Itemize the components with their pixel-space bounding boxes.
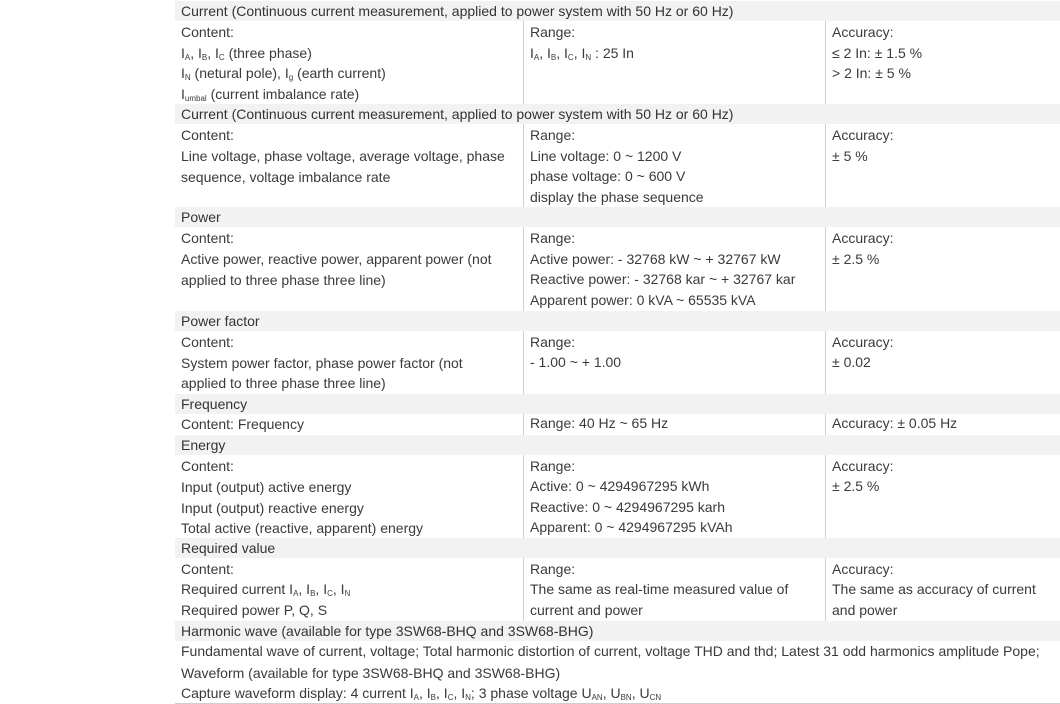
section-body-required [0,558,1060,621]
content-cell [175,331,523,394]
accuracy-line: > 2 In: ± 5 % [832,65,911,81]
accuracy-cell [825,21,1060,104]
subscript: N [184,73,191,82]
accuracy-line: ≤ 2 In: ± 1.5 % [832,45,923,61]
range-line: The same as real-time measured value of [530,581,789,597]
subscript: N [465,693,471,702]
range-line: display the phase sequence [530,189,704,205]
content-line: sequence, voltage imbalance rate [181,169,391,185]
subscript: C [567,53,574,62]
accuracy-line: ± 0.02 [832,354,871,370]
section-title: Power [181,209,221,225]
accuracy-line: ± 5 % [832,148,868,164]
content-line: Input (output) active energy [181,479,352,495]
content-line: Input (output) reactive energy [181,500,364,516]
content-line: Capture waveform display: 4 current $I_A$, $I_B$, $I_C$, $I_N$; 3 phase voltage $U_{AN}$, $U_{BN}$, $U_{CN}$ [181,685,662,702]
range-line: Active power: - 32768 kW ~ + 32767 kW [530,251,781,267]
section-body-power [0,227,1060,311]
content-line: applied to three phase three line) [181,272,386,288]
section-body-waveform [0,683,1060,704]
subscript: umbal [184,94,207,103]
subscript: A [293,589,299,598]
range-line: Reactive: 0 ~ 4294967295 karh [530,499,725,515]
content-line: $I_N$ (netural pole), $I_g$ (earth current) [181,65,386,82]
range-label: Range: [530,561,576,577]
content-label: Content: [181,230,234,246]
range-line: Range: 40 Hz ~ 65 Hz [530,415,669,431]
section-header-power-factor [175,311,1060,331]
content-cell [175,455,523,538]
range-line: Apparent power: 0 kVA ~ 65535 kVA [530,292,756,308]
content-cell [175,227,523,311]
accuracy-label: Accuracy: [832,458,894,474]
subscript: A [184,53,191,62]
range-label: Range: [530,230,576,246]
content-cell [175,124,523,207]
range-cell [523,227,826,311]
section-title: Harmonic wave (available for type 3SW68-BHQ and 3SW68-BHG) [181,623,594,639]
content-line: Active power, reactive power, apparent power (not [181,251,492,267]
section-header-power [175,207,1060,227]
accuracy-cell [825,455,1060,538]
subscript: AN [591,693,603,702]
section-header-current [175,1,1060,21]
section-title: Current (Continuous current measurement, applied to power system with 50 Hz or 60 Hz) [181,106,734,122]
accuracy-cell [825,558,1060,621]
subscript: B [430,693,437,702]
range-cell [523,124,826,207]
range-cell [523,455,826,538]
section-header-required [175,538,1060,558]
content-label: Content: [181,458,234,474]
section-header-voltage [175,104,1060,124]
subscript: B [201,53,208,62]
subscript: B [310,589,316,598]
content-line: Required current $I_A$, $I_B$, $I_C$, $I_N$ [181,581,351,598]
range-line: Active: 0 ~ 4294967295 kWh [530,478,710,494]
section-body-harmonic [0,641,1060,662]
content-line: System power factor, phase power factor (not [181,355,463,371]
accuracy-line: Accuracy: ± 0.05 Hz [832,415,958,431]
range-label: Range: [530,334,576,350]
range-line: $I_A$, $I_B$, $I_C$, $I_N$ : 25 In [530,45,634,62]
range-cell [523,414,826,435]
section-title: Current (Continuous current measurement, applied to power system with 50 Hz or 60 Hz) [181,3,734,19]
content-line: Total active (reactive, apparent) energy [181,520,424,536]
content-label: Content: [181,561,234,577]
content-line: Required power P, Q, S [181,602,328,618]
subscript: g [288,73,294,82]
content-line: applied to three phase three line) [181,375,386,391]
subscript: N [585,53,592,62]
accuracy-label: Accuracy: [832,230,894,246]
accuracy-label: Accuracy: [832,127,894,143]
content-line: $I_A$, $I_B$, $I_C$ (three phase) [181,45,312,62]
section-title: Frequency [181,396,248,412]
accuracy-cell [825,414,1060,435]
range-label: Range: [530,458,576,474]
content-line: Line voltage, phase voltage, average voltage, phase [181,148,505,164]
accuracy-label: Accuracy: [832,334,894,350]
subscript: B [550,53,557,62]
section-title: Energy [181,437,226,453]
range-line: - 1.00 ~ + 1.00 [530,354,622,370]
accuracy-line: ± 2.5 % [832,478,880,494]
subscript: BN [620,693,632,702]
section-header-waveform [0,662,1060,683]
section-title: Waveform (available for type 3SW68-BHQ and 3SW68-BHG) [181,665,561,681]
accuracy-line: ± 2.5 % [832,251,880,267]
content-label: Content: [181,24,234,40]
content-cell [175,558,523,621]
section-title: Required value [181,540,276,556]
subscript: CN [649,693,662,702]
section-header-frequency [175,394,1060,414]
range-cell [523,558,826,621]
range-line: Reactive power: - 32768 kar ~ + 32767 kar [530,271,796,287]
content-cell [175,414,523,435]
accuracy-label: Accuracy: [832,24,894,40]
section-body-current [0,21,1060,104]
subscript: N [344,589,351,598]
subscript: C [327,589,333,598]
section-header-energy [175,435,1060,455]
range-line: phase voltage: 0 ~ 600 V [530,168,686,184]
section-header-harmonic [175,621,1060,641]
accuracy-label: Accuracy: [832,561,894,577]
range-label: Range: [530,127,576,143]
accuracy-cell [825,331,1060,394]
range-line: current and power [530,602,643,618]
content-cell [175,21,523,104]
range-cell [523,21,826,104]
range-cell [523,331,826,394]
section-body-voltage [0,124,1060,207]
section-body-frequency [0,414,1060,435]
content-line: $I_{umbal}$ (current imbalance rate) [181,86,360,103]
subscript: A [533,53,540,62]
range-line: Apparent: 0 ~ 4294967295 kVAh [530,519,733,535]
content-label: Content: [181,127,234,143]
section-title: Power factor [181,313,260,329]
content-line: Content: Frequency [181,416,304,432]
subscript: C [218,53,225,62]
subscript: C [447,693,454,702]
range-label: Range: [530,24,576,40]
accuracy-cell [825,227,1060,311]
range-line: Line voltage: 0 ~ 1200 V [530,148,682,164]
section-body-energy [0,455,1060,538]
section-body-power-factor [0,331,1060,394]
subscript: A [413,693,419,702]
content-label: Content: [181,334,234,350]
accuracy-cell [825,124,1060,207]
accuracy-line: The same as accuracy of current [832,581,1036,597]
accuracy-line: and power [832,602,898,618]
content-line: Fundamental wave of current, voltage; Total harmonic distortion of current, voltage THD and thd; Latest 31 odd harmonics amplitude Pope; [181,643,1040,659]
